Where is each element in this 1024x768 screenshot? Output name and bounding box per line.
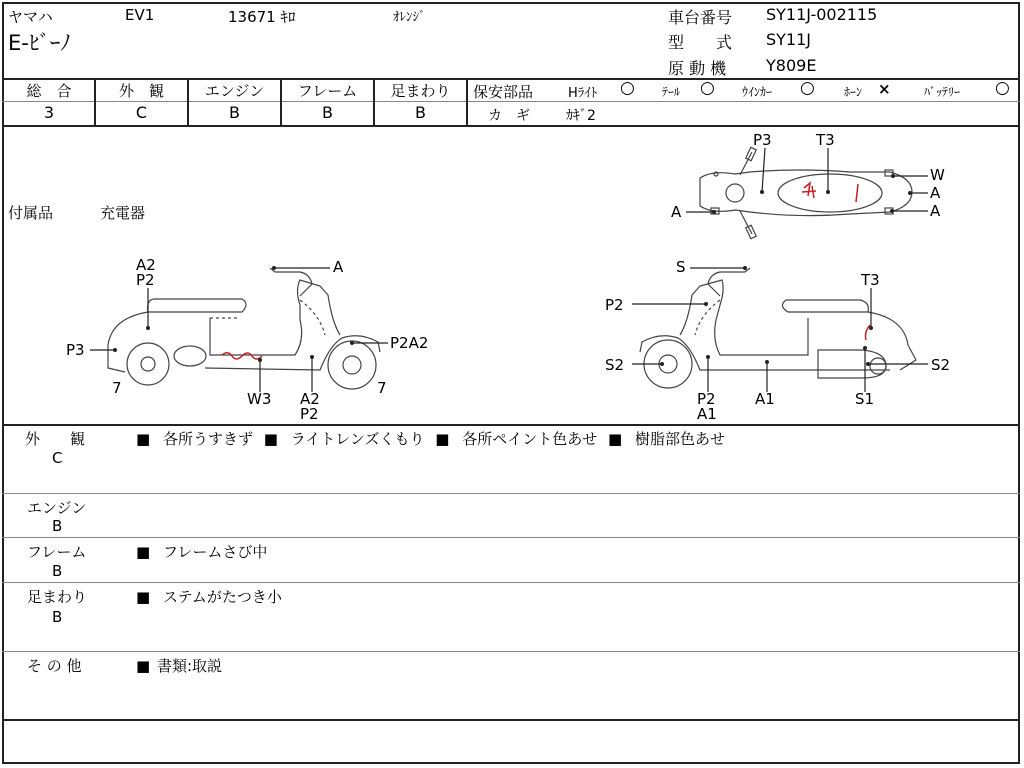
note-other-items [136,655,222,676]
note-exterior-label: 外 観 [25,430,86,448]
note-divider-3 [2,582,1020,583]
grade-value-frame: B [322,103,333,122]
scooter-top-view [700,147,912,238]
diagram-label-left-p2-bottom: P2 [300,405,319,423]
note-frame-label: フレーム [27,543,87,561]
safety-horn-label: ﾎｰﾝ [844,85,863,99]
diagram-label-top-a2: A [930,202,941,220]
diagram-label-right-s1: S1 [855,390,875,408]
note-frame-grade: B [52,562,63,580]
bullet-icon: ■ [435,430,450,448]
diagram-label-right-a1: A1 [755,390,775,408]
diagram-label-right-s2-rear: S2 [931,356,951,374]
note-suspension-label: 足まわり [27,588,88,606]
diagram-label-left-p2-top: P2 [136,271,155,289]
safety-winker-mark: ○ [800,78,815,98]
note-engine-label: エンジン [27,499,87,517]
model-name: E-ﾋﾞｰﾉ [8,31,71,55]
diagram-label-top-t3: T3 [816,131,835,149]
diagram-label-left-a2-top: A2 [136,256,156,274]
diagram-label-top-a1: A [930,184,941,202]
diagram-label-left-w3: W3 [247,390,272,408]
diagram-label-left-p2a2: P2A2 [390,334,429,352]
note-engine-grade: B [52,517,63,535]
diagram-label-right-s2-front: S2 [605,356,625,374]
mileage: 13671 ｷﾛ [228,8,296,26]
safety-tail-mark: ○ [700,78,715,98]
diagram-label-left-p3: P3 [66,341,85,359]
note-exterior-item-2: ライトレンズくもり [290,430,425,448]
damage-mark-floor [222,353,262,359]
model-code: EV1 [125,6,155,24]
note-exterior-items [136,428,725,449]
diagram-label-right-t3: T3 [861,271,880,289]
accessories-value: 充電器 [100,204,146,222]
bullet-icon: ■ [136,657,151,675]
type-value: SY11J [766,30,812,49]
grade-value-engine: B [229,103,240,122]
grade-row-divider [2,101,467,102]
grade-value-exterior: C [135,103,148,122]
bullet-icon: ■ [136,588,151,606]
safety-headlight-label: Hﾗｲﾄ [568,86,598,101]
frame-no-value: SY11J-002115 [766,5,878,24]
diagram-label-left-7-front: 7 [112,379,122,397]
diagram-label-left-a2-bottom: A2 [300,390,320,408]
diagram-label-top-a3: A [671,203,682,221]
safety-row-divider [467,101,1020,102]
bullet-icon: ■ [136,543,151,561]
note-divider-1 [2,493,1020,494]
diagram-label-top-w: W [930,166,945,184]
engine-label: 原 動 機 [668,59,727,78]
note-suspension-item-1: ステムがたつき小 [162,588,282,606]
bullet-icon: ■ [263,430,278,448]
damage-mark-seat-2 [856,184,858,202]
note-divider-2 [2,537,1020,538]
note-exterior-item-4: 樹脂部色あせ [634,430,725,448]
note-suspension-grade: B [52,608,63,626]
note-exterior-item-1: 各所うすきず [162,430,253,448]
diagram-label-right-s: S [676,258,686,276]
safety-horn-mark: × [878,80,891,98]
grade-header-suspension: 足まわり [390,82,451,100]
note-exterior-item-3: 各所ペイント色あせ [462,430,598,448]
grade-header-overall: 総 合 [26,82,72,100]
bullet-icon: ■ [608,430,623,448]
note-other-item-1: 書類:取説 [156,657,223,675]
frame-no-label: 車台番号 [668,8,733,27]
diagram-label-top-p3: P3 [753,131,772,149]
note-frame-item-1: フレームさび中 [162,543,268,561]
accessories-label: 付属品 [8,204,54,222]
damage-mark-seat-1 [802,183,816,198]
engine-value: Y809E [766,56,817,75]
key-value: ｶｷﾞ2 [566,108,596,124]
safety-winker-label: ｳｲﾝｶｰ [742,85,773,99]
diagram-label-left-7-rear: 7 [377,379,387,397]
grade-value-suspension: B [415,103,426,122]
type-label: 型 式 [668,33,733,52]
grade-col-divider-5 [466,78,468,125]
key-label: カ ギ [488,108,530,124]
safety-battery-label: ﾊﾞｯﾃﾘｰ [924,85,961,99]
diagram-label-right-p2-bottom: P2 [697,390,716,408]
safety-tail-label: ﾃｰﾙ [662,85,681,99]
diagram-label-right-a1-bottom: A1 [697,405,717,423]
note-other-label: そ の 他 [27,657,82,675]
bullet-icon: ■ [136,430,151,448]
safety-battery-mark: ○ [995,78,1010,98]
grade-header-exterior: 外 観 [118,82,164,100]
note-divider-4 [2,651,1020,652]
maker: ヤマハ [8,8,53,26]
diagram-label-right-p2: P2 [605,296,624,314]
grade-header-frame: フレーム [297,82,358,100]
note-exterior-grade: C [52,449,63,467]
note-suspension-items [136,586,282,607]
diagram-bottom-divider [2,424,1020,426]
safety-headlight-mark: ○ [620,78,635,98]
grade-value-overall: 3 [43,103,55,122]
color: ｵﾚﾝｼﾞ [393,10,426,25]
safety-title: 保安部品 [473,83,534,101]
diagram-label-left-a: A [333,258,344,276]
note-divider-5 [2,719,1020,721]
grade-header-engine: エンジン [204,82,265,100]
note-frame-items [136,541,267,562]
